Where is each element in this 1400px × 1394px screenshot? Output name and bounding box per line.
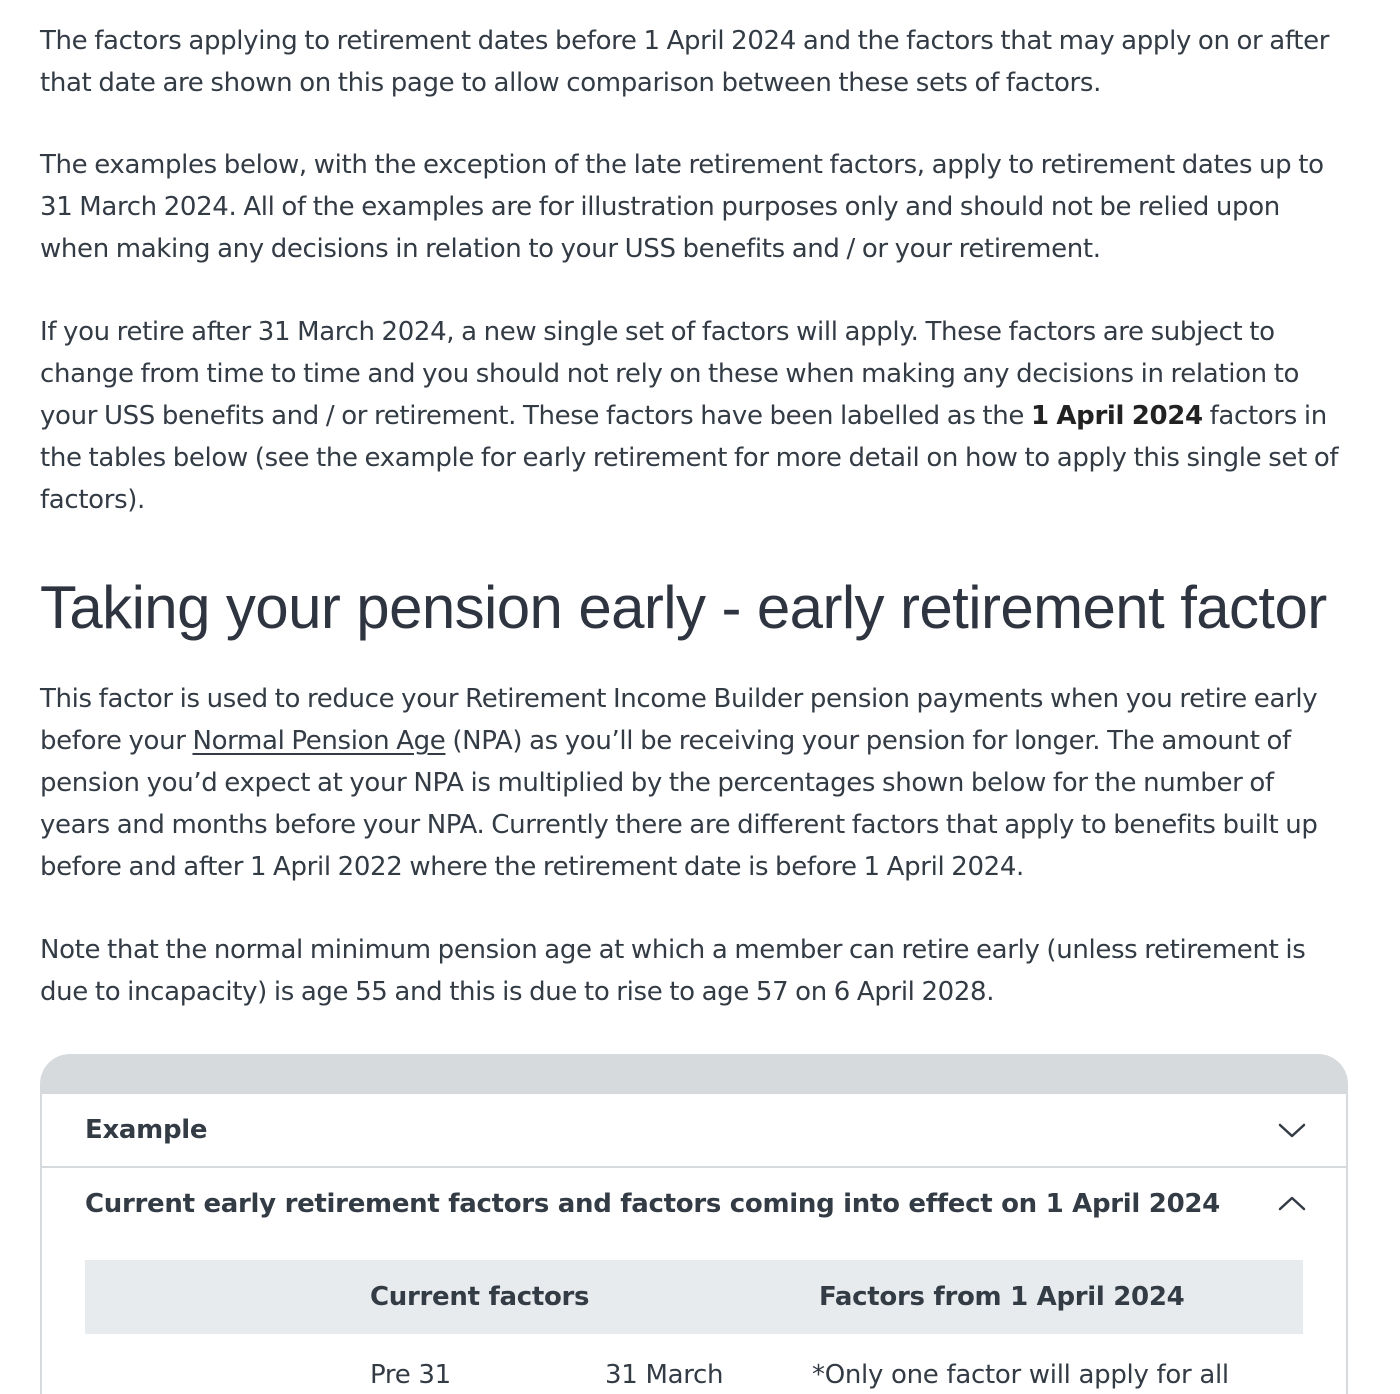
chevron-up-icon[interactable] [1278, 1190, 1306, 1218]
table-subheader: Pre 31 [370, 1360, 451, 1390]
table-subheader: 31 March [605, 1360, 724, 1390]
column-header-factors-2024: Factors from 1 April 2024 [819, 1282, 1185, 1312]
accordion-body [42, 1094, 1346, 1394]
intro-paragraph-3 [40, 311, 1350, 521]
normal-pension-age-link[interactable]: Normal Pension Age [192, 726, 446, 756]
section-paragraph-2: Note that the normal minimum pension age at which a member can retire early (unless retirement is due to incapacity) is age 55 and this is due to rise to age 57 on 6 April 2028. [40, 935, 1306, 1007]
factors-accordion [40, 1054, 1348, 1394]
p4-text-end: (NPA) as you’ll be receiving your pension for longer. The amount of pension you’d expect at your NPA is multiplied by the percentages shown below for the number of years and months before your NPA. Currently there are different factors that apply to benefits built up before and after 1 April 2022 where the retirement date is before 1 April 2024. [40, 726, 1318, 882]
chevron-down-icon[interactable] [1278, 1116, 1306, 1144]
column-header-current-factors: Current factors [370, 1282, 590, 1312]
accordion-item-example[interactable] [42, 1094, 1346, 1168]
intro-paragraph-1: The factors applying to retirement dates before 1 April 2024 and the factors that may apply on or after that date are shown on this page to allow comparison between these sets of factors. [40, 26, 1330, 98]
p3-bold-date: 1 April 2024 [1030, 401, 1203, 431]
intro-paragraph-2: The examples below, with the exception of the late retirement factors, apply to retirement dates up to 31 March 2024. All of the examples are for illustration purposes only and should not be relied upon when making any decisions in relation to your USS benefits and / or your retirement. [40, 150, 1324, 264]
table-subheader: *Only one factor will apply for all [812, 1360, 1229, 1390]
section-paragraph-1 [40, 678, 1350, 888]
accordion-item-title: Example [85, 1115, 208, 1145]
p3-text-end: factors in the tables below (see the example for early retirement for more detail on how to apply this single set of factors). [40, 401, 1339, 515]
factors-table-header [85, 1260, 1303, 1334]
accordion-item-title: Current early retirement factors and factors coming into effect on 1 April 2024 [85, 1189, 1220, 1219]
p3-text-start: If you retire after 31 March 2024, a new single set of factors will apply. These factors are subject to change from time to time and you should not rely on these when making any decisions in relation to your USS benefits and / or retirement. These factors have been labelled as the [40, 317, 1300, 431]
section-heading: Taking your pension early - early retirement factor [40, 574, 1327, 641]
p4-text-start: This factor is used to reduce your Retirement Income Builder pension payments when you retire early before your [40, 684, 1318, 756]
accordion-item-factors[interactable] [42, 1168, 1346, 1240]
